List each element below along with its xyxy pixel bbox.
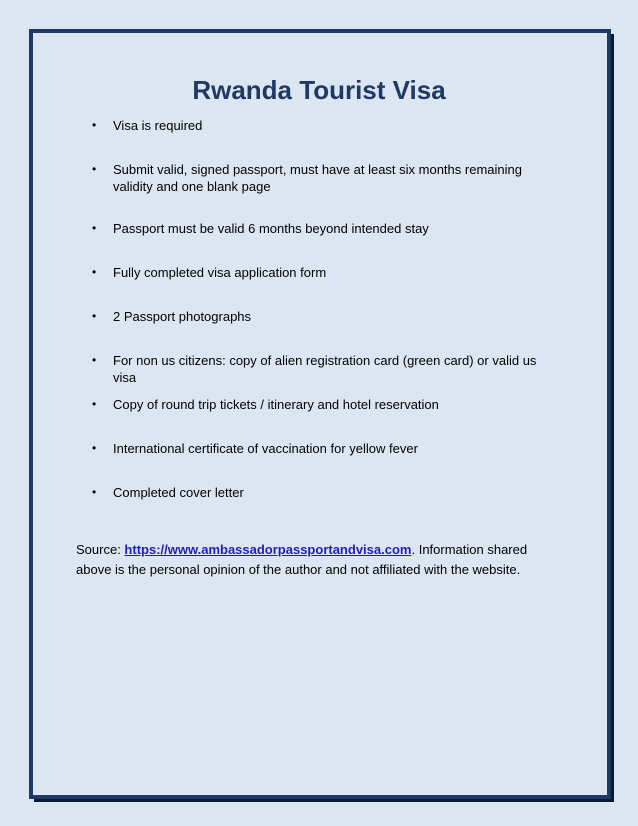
- list-item: [92, 484, 562, 501]
- list-item: [92, 161, 562, 195]
- source-period: .: [411, 542, 416, 557]
- source-prefix: Source:: [76, 542, 125, 557]
- bullet-icon: •: [92, 397, 97, 411]
- list-item: [92, 264, 562, 281]
- bullet-icon: •: [92, 162, 97, 176]
- bullet-icon: •: [92, 221, 97, 235]
- list-item-text: Submit valid, signed passport, must have at least six months remaining validity and one blank page: [113, 162, 522, 194]
- list-item-text: International certificate of vaccination for yellow fever: [113, 441, 418, 456]
- source-disclaimer: Information shared above is the personal opinion of the author and not affiliated with the website.: [76, 542, 528, 577]
- page-title: Rwanda Tourist Visa: [192, 75, 446, 105]
- list-item: [92, 117, 562, 134]
- list-item-text: Passport must be valid 6 months beyond intended stay: [113, 221, 429, 236]
- bullet-icon: •: [92, 118, 97, 132]
- list-item-text: Copy of round trip tickets / itinerary and hotel reservation: [113, 397, 439, 412]
- list-item-text: 2 Passport photographs: [113, 309, 252, 324]
- list-item: [92, 440, 562, 457]
- list-item-text: Fully completed visa application form: [113, 265, 327, 280]
- bullet-icon: •: [92, 485, 97, 499]
- bullet-icon: •: [92, 265, 97, 279]
- list-item-text: Visa is required: [113, 118, 203, 133]
- list-item: [92, 308, 562, 325]
- bullet-icon: •: [92, 353, 97, 367]
- source-paragraph: [76, 540, 566, 580]
- list-item: [92, 220, 562, 237]
- list-item-text: For non us citizens: copy of alien registration card (green card) or valid us visa: [113, 353, 537, 385]
- page-frame: [29, 29, 611, 799]
- bullet-icon: •: [92, 441, 97, 455]
- list-item-text: Completed cover letter: [113, 485, 244, 500]
- bullet-icon: •: [92, 309, 97, 323]
- list-item: [92, 396, 562, 413]
- source-link[interactable]: https://www.ambassadorpassportandvisa.com: [124, 542, 412, 557]
- list-item: [92, 352, 562, 386]
